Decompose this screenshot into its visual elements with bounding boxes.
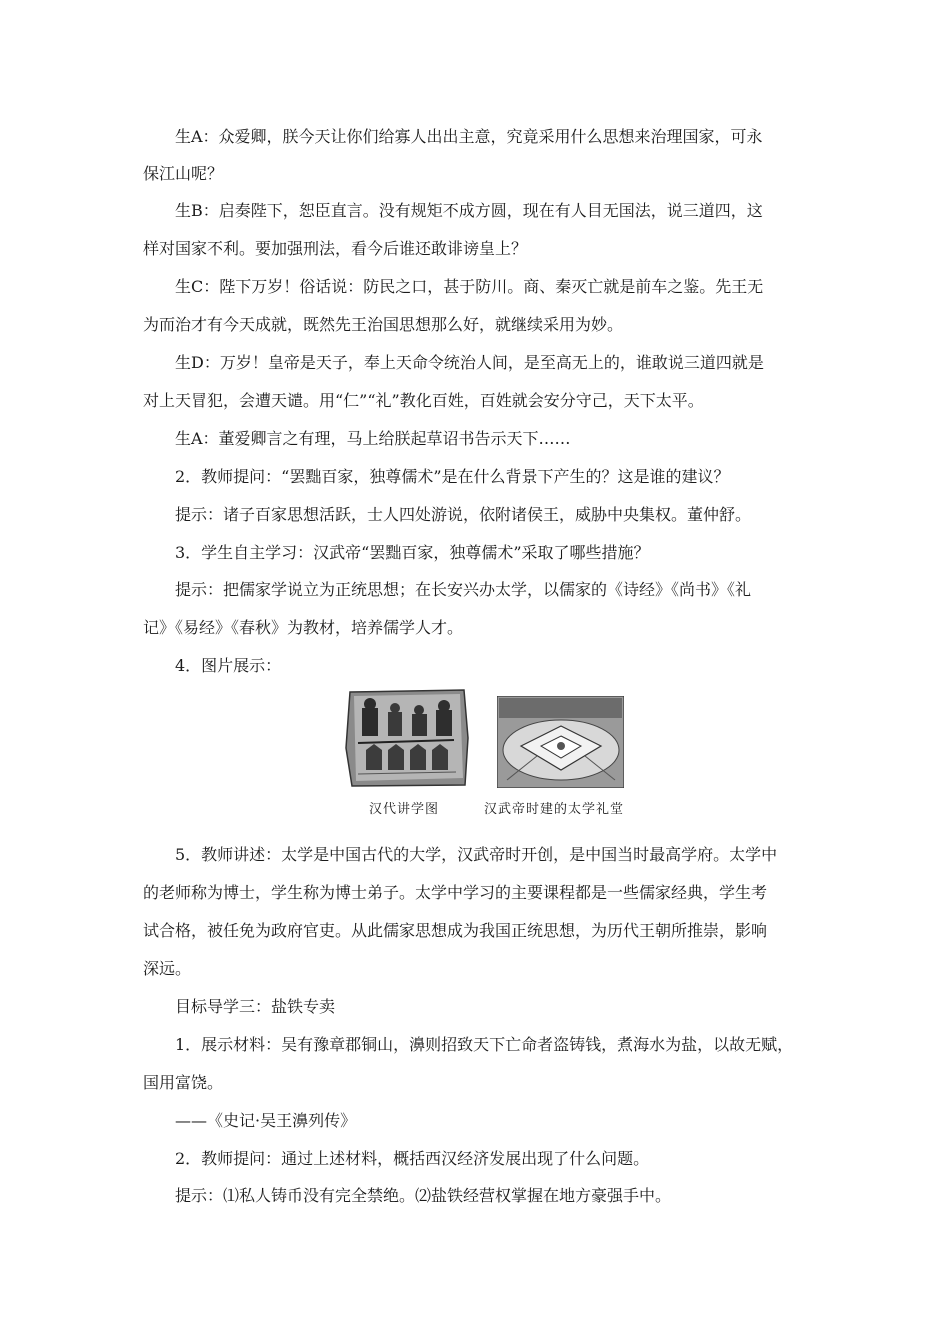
text-line: 生D：万岁！皇帝是天子，奉上天命令统治人间，是至高无上的，谁敢说三道四就是 (175, 353, 764, 372)
text-line: 深远。 (143, 959, 192, 978)
text-line: 1．展示材料：吴有豫章郡铜山，濞则招致天下亡命者盗铸钱，煮海水为盐，以故无赋， (175, 1035, 794, 1054)
caption-taixue-hall: 汉武帝时建的太学礼堂 (484, 802, 625, 817)
text-line: 试合格，被任免为政府官吏。从此儒家思想成为我国正统思想，为历代王朝所推崇，影响 (143, 921, 768, 940)
text-line: 国用富饶。 (143, 1073, 224, 1092)
source-citation: ——《史记·吴王濞列传》 (175, 1111, 357, 1130)
section-heading: 目标导学三：盐铁专卖 (175, 997, 336, 1016)
text-line: 对上天冒犯，会遭天谴。用“仁”“礼”教化百姓，百姓就会安分守己，天下太平。 (143, 391, 704, 410)
text-line: 提示：诸子百家思想活跃，士人四处游说，依附诸侯王，威胁中央集权。董仲舒。 (175, 505, 752, 524)
text-line: 提示：⑴私人铸币没有完全禁绝。⑵盐铁经营权掌握在地方豪强手中。 (175, 1186, 672, 1205)
text-line: 生B：启奏陛下，恕臣直言。没有规矩不成方圆，现在有人目无国法，说三道四，这 (175, 201, 763, 220)
text-line: 2．教师提问：通过上述材料，概括西汉经济发展出现了什么问题。 (175, 1149, 650, 1168)
text-line: 样对国家不利。要加强刑法，看今后谁还敢诽谤皇上？ (143, 239, 528, 258)
figure (344, 688, 624, 820)
taixue-hall-image (497, 696, 624, 788)
text-line: 生A：众爱卿，朕今天让你们给寡人出出主意，究竟采用什么思想来治理国家，可永 (175, 127, 763, 146)
text-line: 4．图片展示： (175, 656, 282, 675)
text-line: 保江山呢？ (143, 164, 224, 183)
caption-han-lecture: 汉代讲学图 (369, 802, 440, 817)
text-line: 5．教师讲述：太学是中国古代的大学，汉武帝时开创，是中国当时最高学府。太学中 (175, 845, 778, 864)
text-line: 2．教师提问：“罢黜百家，独尊儒术”是在什么背景下产生的？这是谁的建议？ (175, 467, 730, 486)
han-lecture-image (344, 688, 470, 788)
text-line: 生C：陛下万岁！俗话说：防民之口，甚于防川。商、秦灭亡就是前车之鉴。先王无 (175, 277, 764, 296)
text-line: 为而治才有今天成就，既然先王治国思想那么好，就继续采用为妙。 (143, 315, 624, 334)
text-line: 3．学生自主学习：汉武帝“罢黜百家，独尊儒术”采取了哪些措施？ (175, 543, 650, 562)
text-line: 的老师称为博士，学生称为博士弟子。太学中学习的主要课程都是一些儒家经典，学生考 (143, 883, 768, 902)
text-line: 生A：董爱卿言之有理，马上给朕起草诏书告示天下…… (175, 429, 571, 448)
text-line: 记》《易经》《春秋》为教材，培养儒学人才。 (143, 618, 464, 637)
text-line: 提示：把儒家学说立为正统思想；在长安兴办太学，以儒家的《诗经》《尚书》《礼 (175, 580, 752, 599)
